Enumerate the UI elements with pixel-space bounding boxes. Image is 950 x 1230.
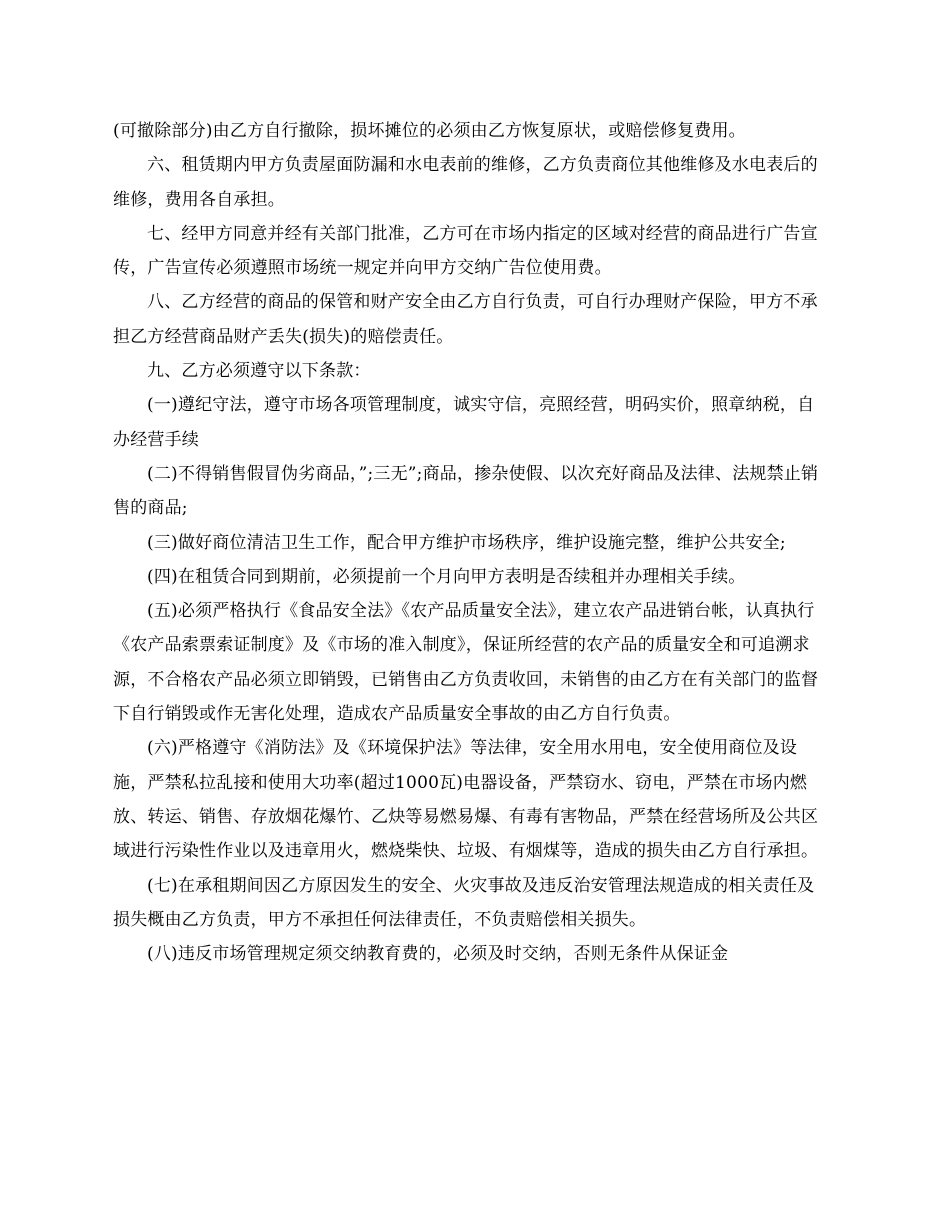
paragraph-1: (可撤除部分)由乙方自行撤除，损坏摊位的必须由乙方恢复原状，或赔偿修复费用。 bbox=[113, 121, 746, 141]
paragraph-4: 八、乙方经营的商品的保管和财产安全由乙方自行负责，可自行办理财产保险，甲方不承担乙方经营商品财产丢失(损失)的赔偿责任。 bbox=[113, 292, 818, 347]
paragraph-13: (八)违反市场管理规定须交纳教育费的，必须及时交纳，否则无条件从保证金 bbox=[147, 944, 729, 965]
document-body bbox=[113, 114, 828, 971]
paragraph-11: (六)严格遵守《消防法》及《环境保护法》等法律，安全用水用电，安全使用商位及设施，严禁私拉乱接和使用大功率(超过1000瓦)电器设备，严禁窃水、窃电，严禁在市场内燃放、转运、销售、存放烟花爆竹、乙炔等易燃易爆、有毒有害物品，严禁在经营场所及公共区域进行污染性作业以及违章用火，燃烧柴快、垃圾、有烟煤等，造成的损失由乙方自行承担。 bbox=[113, 738, 819, 862]
paragraph-9: (四)在租赁合同到期前，必须提前一个月向甲方表明是否续租并办理相关手续。 bbox=[147, 566, 746, 587]
paragraph-10: (五)必须严格执行《食品安全法》《农产品质量安全法》，建立农产品进销台帐，认真执行《农产品索票索证制度》及《市场的准入制度》，保证所经营的农产品的质量安全和可追溯求源，不合格农产品必须立即销毁，已销售由乙方负责收回，未销售的由乙方在有关部门的监督下自行销毁或作无害化处理，造成农产品质量安全事故的由乙方自行负责。 bbox=[113, 601, 819, 725]
paragraph-2: 六、租赁期内甲方负责屋面防漏和水电表前的维修，乙方负责商位其他维修及水电表后的维修，费用各自承担。 bbox=[113, 155, 818, 210]
paragraph-8: (三)做好商位清洁卫生工作，配合甲方维护市场秩序，维护设施完整，维护公共安全; bbox=[147, 532, 786, 553]
paragraph-12: (七)在承租期间因乙方原因发生的安全、火灾事故及违反治安管理法规造成的相关责任及损失概由乙方负责，甲方不承担任何法律责任，不负责赔偿相关损失。 bbox=[113, 875, 815, 930]
paragraph-5: 九、乙方必须遵守以下条款： bbox=[147, 361, 371, 382]
paragraph-3: 七、经甲方同意并经有关部门批准，乙方可在市场内指定的区域对经营的商品进行广告宣传，广告宣传必须遵照市场统一规定并向甲方交纳广告位使用费。 bbox=[113, 223, 818, 279]
paragraph-6: (一)遵纪守法，遵守市场各项管理制度，诚实守信，亮照经营，明码实价，照章纳税，自办经营手续 bbox=[113, 395, 815, 450]
paragraph-7: (二)不得销售假冒伪劣商品，”;三无”;商品，掺杂使假、以次充好商品及法律、法规禁止销售的商品; bbox=[113, 463, 819, 519]
